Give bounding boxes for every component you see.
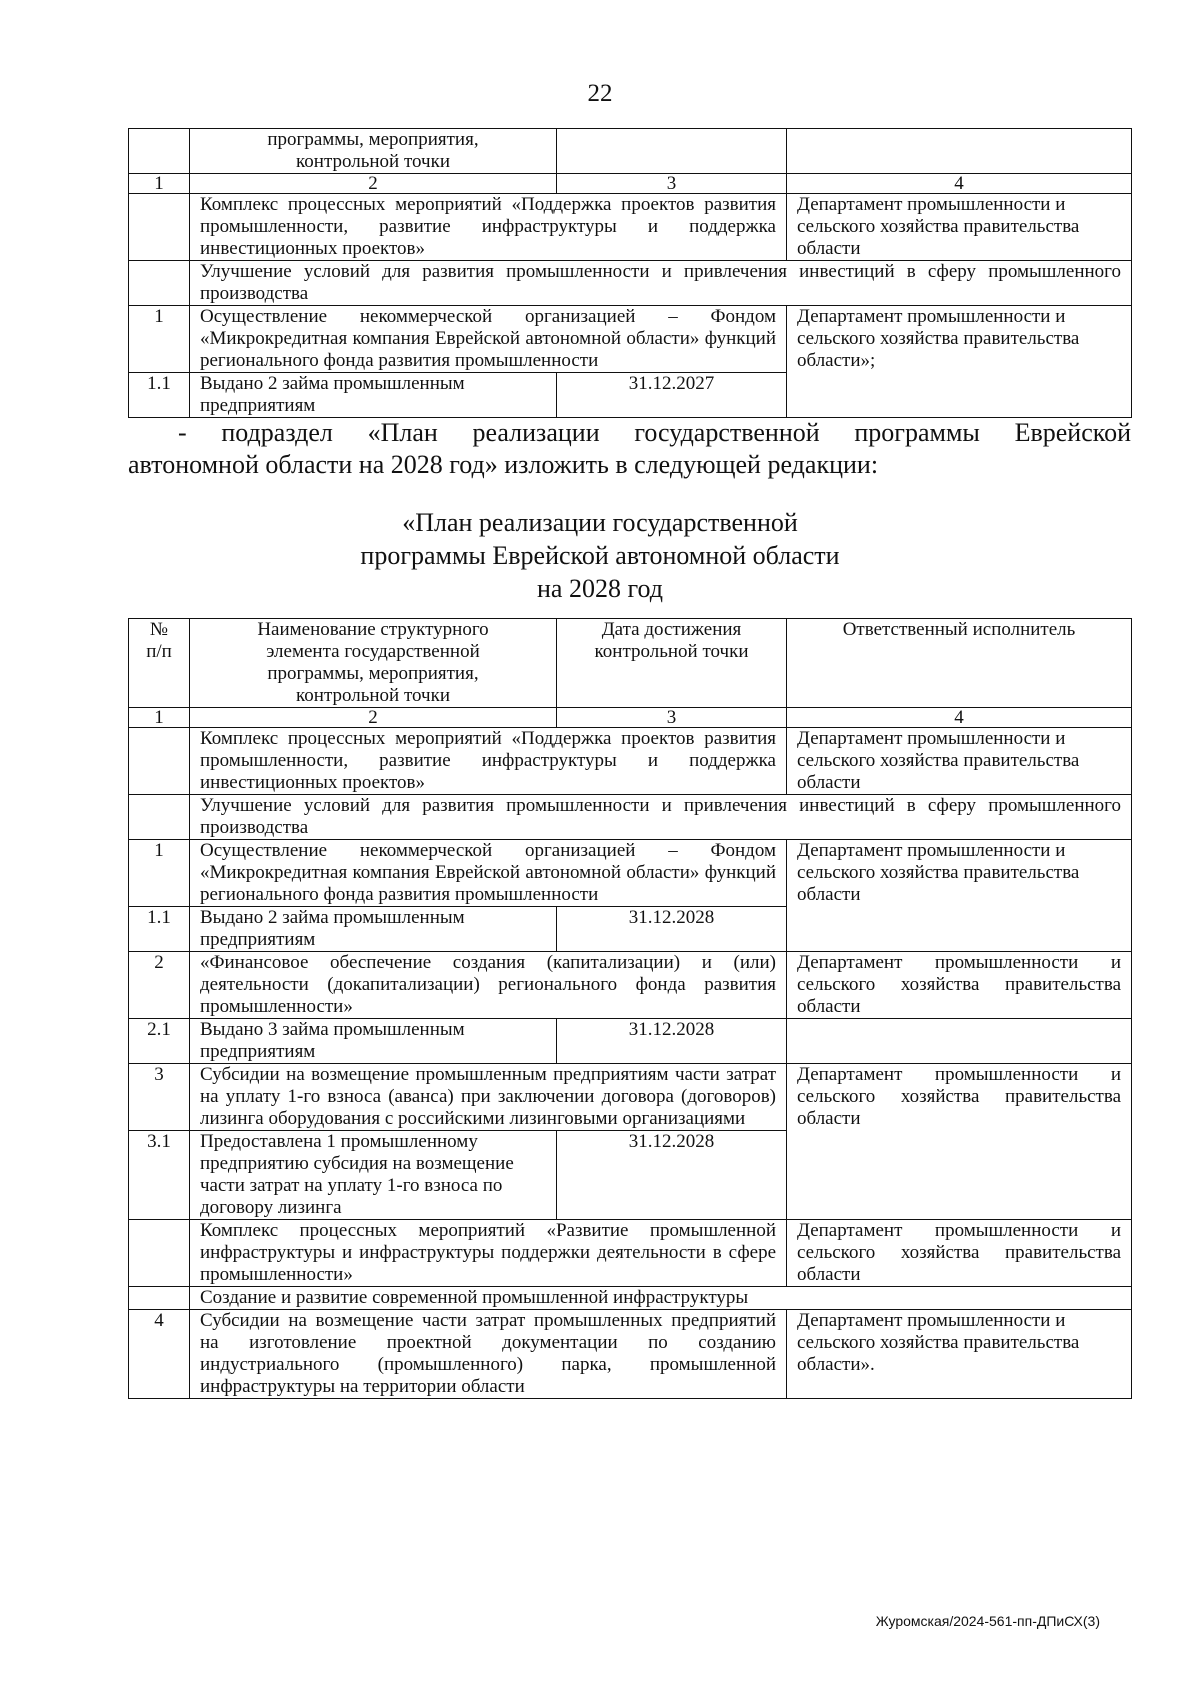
table-row [129, 728, 1132, 795]
row-number [129, 728, 190, 795]
element-name: Осуществление некоммерческой организацией – Фондом «Микрокредитная компания Еврейской автономной области» функций регионального фонда развития промышленности [190, 306, 787, 373]
column-number: 3 [557, 708, 787, 728]
header-number: № п/п [129, 619, 190, 708]
paragraph-line-2: автономной области на 2028 год» изложить в следующей редакции: [128, 450, 879, 479]
row-number: 3 [129, 1064, 190, 1131]
column-number-row [129, 708, 1132, 728]
table-row [129, 194, 1132, 261]
header-date: Дата достижения контрольной точки [557, 619, 787, 708]
row-number: 3.1 [129, 1131, 190, 1220]
column-number: 1 [129, 174, 190, 194]
table-row [129, 1019, 1132, 1064]
element-name: «Финансовое обеспечение создания (капитализации) и (или) деятельности (докапитализации) регионального фонда развития промышленности» [190, 952, 787, 1019]
element-name: Комплекс процессных мероприятий «Поддержка проектов развития промышленности, развитие инфраструктуры и поддержка инвестиционных проектов» [190, 194, 787, 261]
element-name: Осуществление некоммерческой организацией – Фондом «Микрокредитная компания Еврейской автономной области» функций регионального фонда развития промышленности [190, 840, 787, 907]
responsible-executor: Департамент промышленности и сельского хозяйства правительства области [787, 1064, 1132, 1220]
control-point-name: Выдано 3 займа промышленным предприятиям [190, 1019, 557, 1064]
table-row [129, 952, 1132, 1019]
responsible-executor: Департамент промышленности и сельского хозяйства правительства области [787, 194, 1132, 261]
amendment-paragraph [128, 417, 1131, 481]
element-name: Субсидии на возмещение промышленным предприятиям части затрат на уплату 1-го взноса (аванса) при заключении договора (договоров) лизинга оборудования с российскими лизинговыми организациями [190, 1064, 787, 1131]
control-point-date: 31.12.2028 [557, 1131, 787, 1220]
row-number [129, 1220, 190, 1287]
section-title: Улучшение условий для развития промышленности и привлечения инвестиций в сферу промышленного производства [190, 261, 1132, 306]
section-row [129, 261, 1132, 306]
section-row [129, 1287, 1132, 1310]
element-name: Комплекс процессных мероприятий «Развитие промышленной инфраструктуры и инфраструктуры поддержки деятельности в сфере промышленности» [190, 1220, 787, 1287]
plan-title-line-1: «План реализации государственной [402, 508, 798, 537]
plan-title-line-2: программы Еврейской автономной области [360, 541, 840, 570]
responsible-executor: Департамент промышленности и сельского хозяйства правительства области [787, 840, 1132, 952]
column-number: 4 [787, 708, 1132, 728]
control-point-name: Выдано 2 займа промышленным предприятиям [190, 373, 557, 418]
row-number: 2.1 [129, 1019, 190, 1064]
table-row [129, 1310, 1132, 1399]
responsible-executor: Департамент промышленности и сельского хозяйства правительства области». [787, 1310, 1132, 1399]
row-number: 1.1 [129, 907, 190, 952]
column-number: 2 [190, 174, 557, 194]
implementation-plan-table-2028 [128, 618, 1132, 1399]
column-number: 2 [190, 708, 557, 728]
responsible-executor: Департамент промышленности и сельского хозяйства правительства области [787, 1220, 1132, 1287]
table-row [129, 840, 1132, 907]
column-number-row [129, 174, 1132, 194]
plan-title [0, 506, 1200, 605]
table-row [129, 1064, 1132, 1131]
document-footer-code: Журомская/2024-561-пп-ДПиСХ(3) [875, 1613, 1100, 1629]
header-element-name: программы, мероприятия, контрольной точки [190, 129, 557, 174]
row-number: 1 [129, 840, 190, 907]
table-header-row [129, 619, 1132, 708]
plan-title-line-3: на 2028 год [537, 574, 663, 603]
control-point-name: Выдано 2 займа промышленным предприятиям [190, 907, 557, 952]
responsible-executor: Департамент промышленности и сельского хозяйства правительства области [787, 952, 1132, 1019]
control-point-name: Предоставлена 1 промышленному предприятию субсидия на возмещение части затрат на уплату 1-го взноса по договору лизинга [190, 1131, 557, 1220]
table-header-row [129, 129, 1132, 174]
responsible-executor: Департамент промышленности и сельского хозяйства правительства области [787, 728, 1132, 795]
element-name: Комплекс процессных мероприятий «Поддержка проектов развития промышленности, развитие инфраструктуры и поддержка инвестиционных проектов» [190, 728, 787, 795]
page-number: 22 [587, 80, 613, 107]
column-number: 1 [129, 708, 190, 728]
element-name: Субсидии на возмещение части затрат промышленных предприятий на изготовление проектной документации по созданию индустриального (промышленного) парка, промышленной инфраструктуры на территории области [190, 1310, 787, 1399]
paragraph-line-1: - подраздел «План реализации государственной программы Еврейской [178, 418, 1131, 447]
control-point-date: 31.12.2028 [557, 1019, 787, 1064]
row-number: 1.1 [129, 373, 190, 418]
column-number: 3 [557, 174, 787, 194]
section-row [129, 795, 1132, 840]
implementation-plan-table-2027-continued [128, 128, 1132, 418]
header-responsible: Ответственный исполнитель [787, 619, 1132, 708]
row-number: 1 [129, 306, 190, 373]
table-row [129, 1220, 1132, 1287]
row-number [129, 194, 190, 261]
control-point-date: 31.12.2027 [557, 373, 787, 418]
table-row [129, 306, 1132, 373]
control-point-date: 31.12.2028 [557, 907, 787, 952]
header-element-name: Наименование структурного элемента государственной программы, мероприятия, контрольной точки [190, 619, 557, 708]
responsible-executor: Департамент промышленности и сельского хозяйства правительства области»; [787, 306, 1132, 418]
row-number: 2 [129, 952, 190, 1019]
column-number: 4 [787, 174, 1132, 194]
section-title: Улучшение условий для развития промышленности и привлечения инвестиций в сферу промышленного производства [190, 795, 1132, 840]
row-number: 4 [129, 1310, 190, 1399]
section-title: Создание и развитие современной промышленной инфраструктуры [190, 1287, 1132, 1310]
